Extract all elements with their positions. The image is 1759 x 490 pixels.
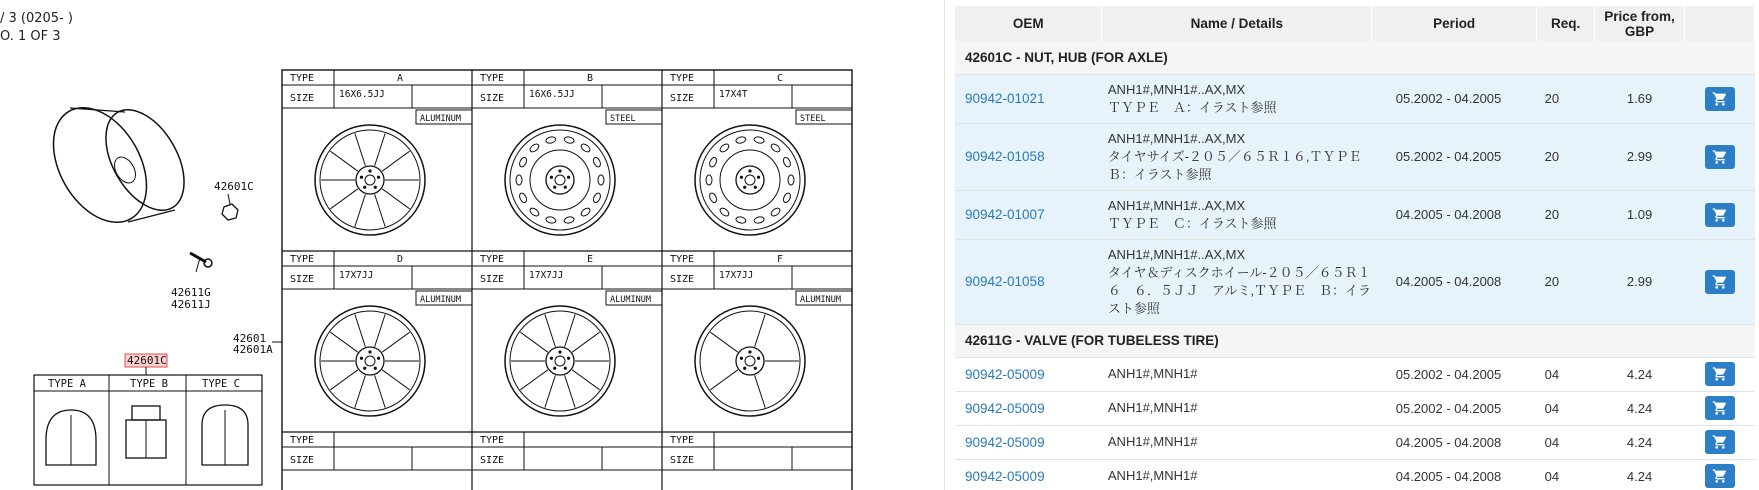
group-title: 42611G - VALVE (FOR TUBELESS TIRE) [955,324,1755,357]
add-to-cart-button[interactable] [1705,430,1735,454]
diagram-header-line1: / 3 (0205- ) [0,11,73,26]
req-cell: 04 [1537,357,1595,391]
wheel-type-label: TYPE [480,254,505,265]
add-to-cart-button[interactable] [1705,203,1735,227]
details-line: ANH1#,MNH1#..AX,MX [1107,130,1246,146]
wheel-material: ALUMINUM [420,295,461,305]
parts-table-body [955,41,1755,490]
details-cell [1102,391,1372,425]
wheel-types-grid [282,70,852,490]
oem-cell [955,357,1102,391]
details-cell [1102,425,1372,459]
table-row[interactable] [955,239,1755,324]
details-line: タイヤサイズ-２０５／６５Ｒ１６,ＴＹＰＥ [1107,148,1362,164]
price-cell: 4.24 [1595,459,1685,490]
wheel-type-label: TYPE [290,73,315,84]
oem-cell [955,391,1102,425]
wheel-type-label: TYPE [670,254,695,265]
cart-cell [1685,391,1755,425]
oem-link[interactable]: 90942-01058 [965,149,1045,164]
wheel-size-label: SIZE [670,455,695,466]
wheel-size-label: SIZE [480,93,505,104]
callout-42601a[interactable]: 42601A [233,343,273,356]
req-cell: 04 [1537,391,1595,425]
details-cell [1102,123,1372,190]
header-oem[interactable]: OEM [955,6,1102,41]
oem-link[interactable]: 90942-01007 [965,207,1045,222]
wheel-material: STEEL [800,114,826,124]
req-cell: 20 [1537,190,1595,239]
wheel-material: STEEL [610,114,636,124]
oem-cell [955,123,1102,190]
period-cell: 05.2002 - 04.2005 [1372,74,1537,123]
cart-cell [1685,459,1755,490]
req-cell: 04 [1537,425,1595,459]
cart-cell [1685,239,1755,324]
add-to-cart-button[interactable] [1705,396,1735,420]
details-line: ANH1#,MNH1# [1107,434,1198,449]
cart-cell [1685,357,1755,391]
table-row[interactable] [955,425,1755,459]
wheel-size-label: SIZE [480,274,505,285]
shopping-cart-icon [1712,468,1728,484]
header-price[interactable]: Price from, GBP [1595,6,1685,41]
shopping-cart-icon [1712,366,1728,382]
callout-42601[interactable]: 42601 [233,332,267,345]
table-row[interactable] [955,190,1755,239]
wheel-size: 16X6.5JJ [339,89,385,100]
nut-type-a-label: TYPE A [48,378,86,390]
details-cell [1102,190,1372,239]
wheel-type-label: TYPE [670,435,695,446]
oem-link[interactable]: 90942-05009 [965,434,1045,450]
wheel-size-label: SIZE [290,93,315,104]
wheel-size-label: SIZE [290,455,315,466]
wheel-illustration[interactable] [505,125,615,235]
details-line: タイヤ＆ディスクホイール-２０５／６５Ｒ１ [1107,264,1371,280]
wheel-letter: E [587,254,594,265]
details-line: Ｂ：イラスト参照 [1107,166,1212,182]
wheel-size-label: SIZE [290,274,315,285]
wheel-type-label: TYPE [480,73,505,84]
table-header-row [955,6,1755,41]
price-cell: 1.09 [1595,190,1685,239]
group-title: 42601C - NUT, HUB (FOR AXLE) [955,41,1755,74]
wheel-size: 17X4T [719,89,748,100]
wheel-letter: D [397,254,404,265]
parts-table [955,6,1755,490]
table-row[interactable] [955,459,1755,490]
details-line: ANH1#,MNH1# [1107,400,1198,415]
valve-illustration [190,253,212,272]
details-line: ANH1#,MNH1# [1107,468,1198,483]
group-header-row [955,324,1755,357]
period-cell: 05.2002 - 04.2005 [1372,357,1537,391]
details-line: ＴＹＰＥ Ａ：イラスト参照 [1107,99,1277,115]
wheel-size-label: SIZE [480,455,505,466]
wheel-size: 16X6.5JJ [529,89,575,100]
wheel-letter: F [777,254,784,265]
wheel-letter: A [397,73,404,84]
oem-cell [955,239,1102,324]
req-cell: 04 [1537,459,1595,490]
wheel-type-label: TYPE [290,254,315,265]
wheel-size: 17X7JJ [339,270,374,281]
wheel-type-label: TYPE [480,435,505,446]
oem-cell [955,425,1102,459]
details-line: ANH1#,MNH1# [1107,366,1198,381]
oem-link[interactable]: 90942-01021 [965,91,1045,106]
period-cell: 05.2002 - 04.2005 [1372,391,1537,425]
hub-nut-small [222,194,238,220]
details-line: ANH1#,MNH1#..AX,MX [1107,81,1246,97]
details-line: ６ ６．５ＪＪ アルミ,ＴＹＰＥ Ｂ：イラ [1107,282,1371,298]
oem-link[interactable]: 90942-05009 [965,400,1045,416]
period-cell: 04.2005 - 04.2008 [1372,425,1537,459]
nut-type-b-label: TYPE B [130,378,168,390]
header-period[interactable]: Period [1372,6,1537,41]
nut-type-c-label: TYPE C [202,378,240,390]
wheel-illustration[interactable] [695,125,805,235]
add-to-cart-button[interactable] [1705,145,1735,169]
details-line: スト参照 [1107,300,1160,316]
wheel-material: ALUMINUM [800,295,841,305]
wheel-illustration[interactable] [695,306,805,416]
tire-illustration [34,91,200,238]
diagram-header-line2: O. 1 OF 3 [0,29,61,44]
cart-cell [1685,190,1755,239]
period-cell: 05.2002 - 04.2005 [1372,123,1537,190]
req-cell: 20 [1537,74,1595,123]
req-cell: 20 [1537,239,1595,324]
callout-42601c[interactable]: 42601C [214,180,254,193]
wheel-material: ALUMINUM [420,114,461,124]
cart-cell [1685,74,1755,123]
wheel-material: ALUMINUM [610,295,651,305]
price-cell: 4.24 [1595,425,1685,459]
shopping-cart-icon [1712,207,1728,223]
header-name-details[interactable]: Name / Details [1102,6,1372,41]
wheel-type-label: TYPE [670,73,695,84]
add-to-cart-button[interactable] [1705,362,1735,386]
period-cell: 04.2005 - 04.2008 [1372,190,1537,239]
oem-link[interactable]: 90942-05009 [965,366,1045,382]
table-row[interactable] [955,74,1755,123]
header-req[interactable]: Req. [1537,6,1595,41]
wheel-illustration[interactable] [315,125,425,235]
details-line: ANH1#,MNH1#..AX,MX [1107,246,1246,262]
shopping-cart-icon [1712,149,1728,165]
wheel-size-label: SIZE [670,93,695,104]
add-to-cart-button[interactable] [1705,270,1735,294]
details-line: ＴＹＰＥ Ｃ：イラスト参照 [1107,215,1277,231]
price-cell: 4.24 [1595,357,1685,391]
diagram-header [0,10,73,46]
oem-link[interactable]: 90942-01058 [965,274,1045,289]
callout-42611j[interactable]: 42611J [171,298,211,311]
add-to-cart-button[interactable] [1705,87,1735,111]
shopping-cart-icon [1712,274,1728,290]
header-cart [1685,6,1755,41]
cart-cell [1685,425,1755,459]
period-cell: 04.2005 - 04.2008 [1372,459,1537,490]
oem-link[interactable]: 90942-05009 [965,468,1045,484]
add-to-cart-button[interactable] [1705,464,1735,488]
wheel-illustration[interactable] [505,306,615,416]
price-cell: 2.99 [1595,239,1685,324]
callout-42601c-highlighted[interactable]: 42601C [127,354,167,367]
period-cell: 04.2005 - 04.2008 [1372,239,1537,324]
details-line: ANH1#,MNH1#..AX,MX [1107,197,1246,213]
req-cell: 20 [1537,123,1595,190]
details-cell [1102,74,1372,123]
nut-types-box [34,375,262,485]
details-cell [1102,239,1372,324]
wheel-size-label: SIZE [670,274,695,285]
wheel-letter: B [587,73,594,84]
group-header-row [955,41,1755,74]
price-cell: 4.24 [1595,391,1685,425]
oem-cell [955,190,1102,239]
wheel-type-label: TYPE [290,435,315,446]
oem-cell [955,459,1102,490]
wheel-size: 17X7JJ [529,270,564,281]
price-cell: 2.99 [1595,123,1685,190]
shopping-cart-icon [1712,434,1728,450]
details-cell [1102,459,1372,490]
shopping-cart-icon [1712,400,1728,416]
shopping-cart-icon [1712,91,1728,107]
oem-cell [955,74,1102,123]
price-cell: 1.69 [1595,74,1685,123]
cart-cell [1685,123,1755,190]
wheel-size: 17X7JJ [719,270,754,281]
table-row[interactable] [955,357,1755,391]
table-row[interactable] [955,123,1755,190]
details-cell [1102,357,1372,391]
parts-table-panel [955,6,1755,490]
wheel-illustration[interactable] [315,306,425,416]
callout-42611g[interactable]: 42611G [171,286,211,299]
table-row[interactable] [955,391,1755,425]
wheel-letter: C [777,73,784,84]
